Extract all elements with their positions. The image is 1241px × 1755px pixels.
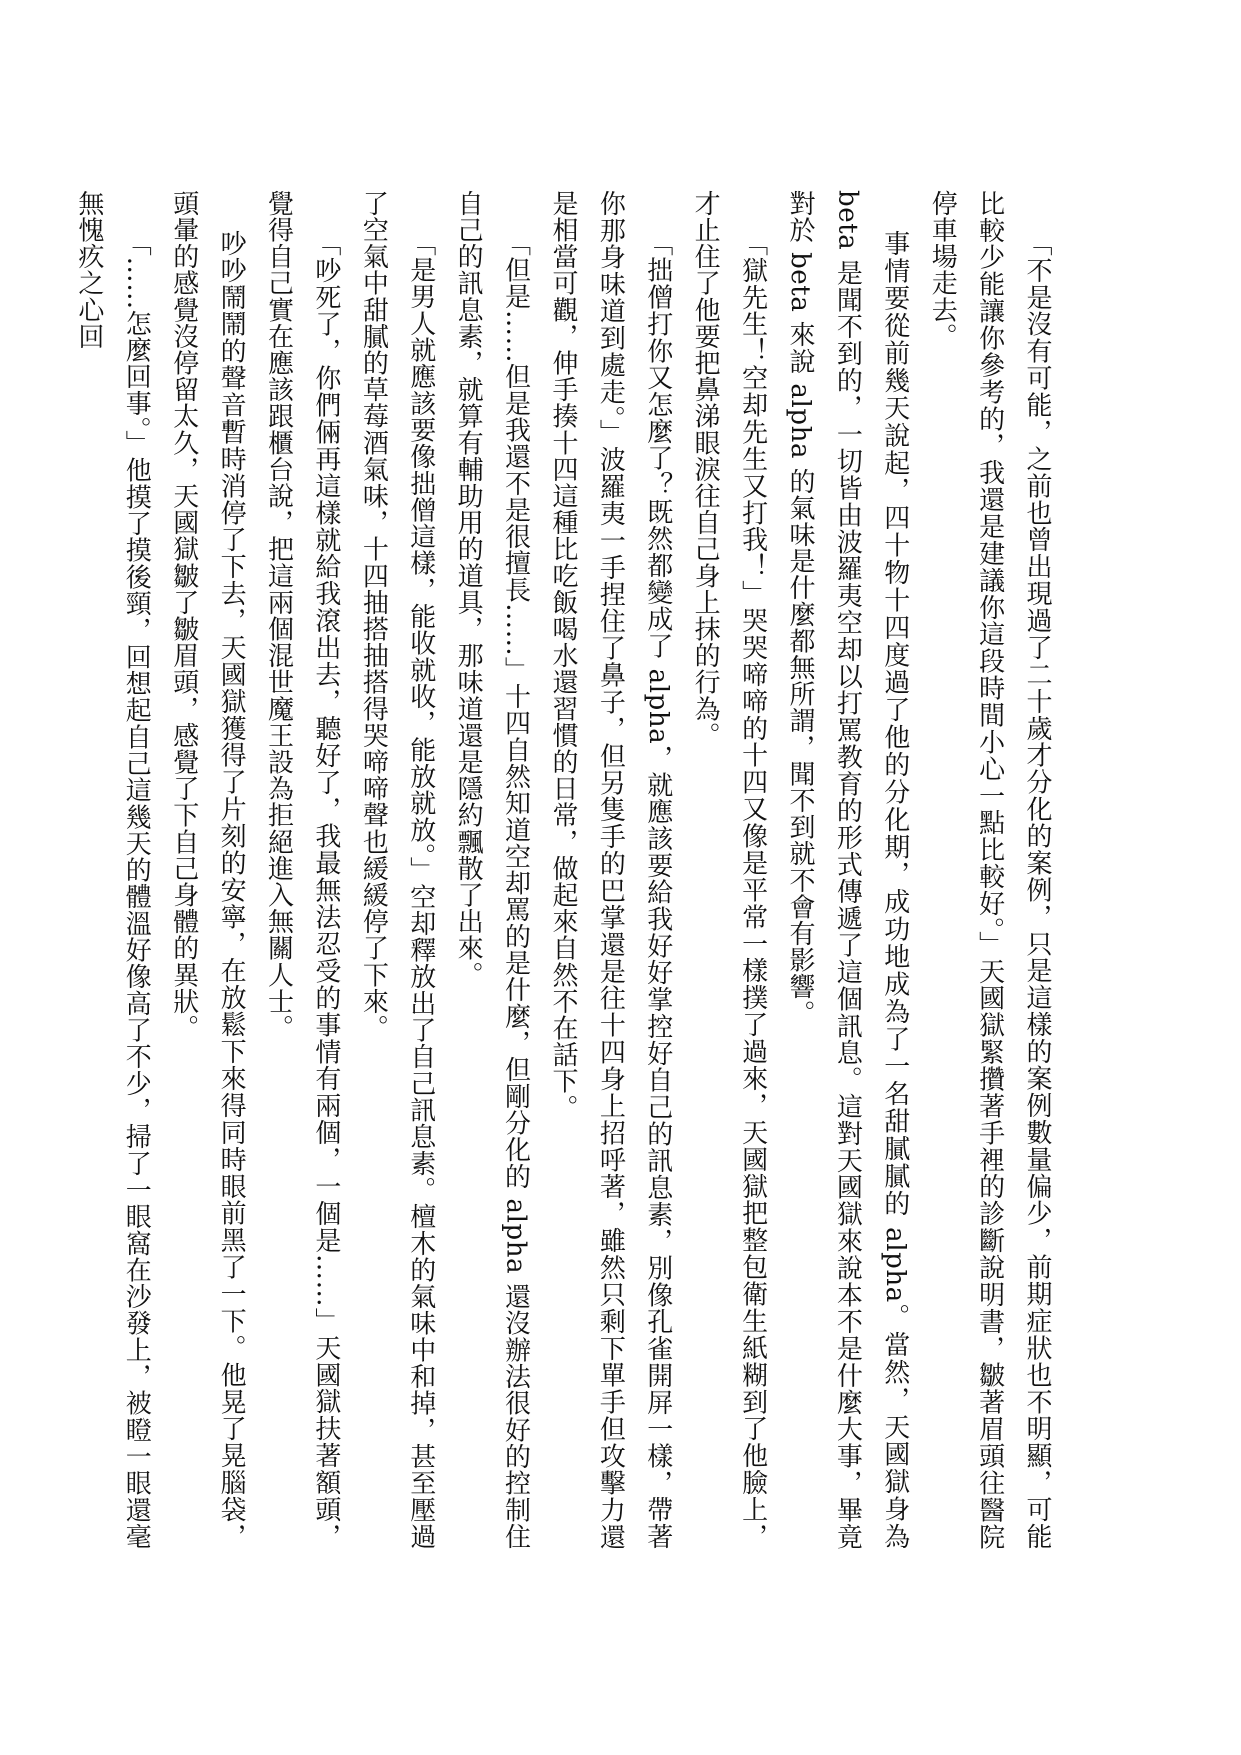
paragraph-5: 「但是……但是我還不是很擅長……」十四自然知道空却罵的是什麼，但剛分化的 alpha 還沒辦法很好的控制住自己的訊息素，就算有輔助用的道具，那味道還是隱約飄散了出來。 — [453, 190, 531, 1550]
vertical-text-body — [73, 190, 1060, 1550]
paragraph-4: 「拙僧打你又怎麼了？既然都變成了 alpha，就應該要給我好好掌控好自己的訊息素，別像孔雀開屏一樣，帶著你那身味道到處走。」波羅夷一手捏住了鼻子，但另隻手的巴掌還是往十四身上招呼著，雖然只剩下單手但攻擊力還是相當可觀，伸手揍十四這種比吃飯喝水還習慣的日常，做起來自然不在話下。 — [547, 190, 673, 1550]
paragraph-8: 吵吵鬧鬧的聲音暫時消停了下去，天國獄獲得了片刻的安寧，在放鬆下來得同時眼前黑了一下。他晃了晃腦袋，頭暈的感覺沒停留太久，天國獄皺了皺眉頭，感覺了下自己身體的異狀。 — [168, 190, 247, 1550]
paragraph-2: 事情要從前幾天說起，四十物十四度過了他的分化期，成功地成為了一名甜膩膩的 alpha。當然，天國獄身為 beta 是聞不到的，一切皆由波羅夷空却以打罵教育的形式傳遞了這個訊息。這對天國獄來說本不是什麼大事，畢竟對於 beta 來說 alpha 的氣味是什麼都無所謂，聞不到就不會有影響。 — [784, 190, 910, 1550]
paragraph-1: 「不是沒有可能，之前也曾出現過了二十歲才分化的案例，只是這樣的案例數量偏少，前期症狀也不明顯，可能比較少能讓你參考的，我還是建議你這段時間小心一點比較好。」天國獄緊攢著手裡的診斷說明書，皺著眉頭往醫院停車場走去。 — [927, 190, 1052, 1550]
paragraph-7: 「吵死了，你們倆再這樣就給我滾出去，聽好了，我最無法忍受的事情有兩個，一個是……」天國獄扶著額頭，覺得自己實在應該跟櫃台說，把這兩個混世魔王設為拒絕進入無關人士。 — [263, 190, 341, 1550]
paragraph-3: 「獄先生！空却先生又打我！」哭哭啼啼的十四又像是平常一樣撲了過來，天國獄把整包衛生紙糊到了他臉上，才止住了他要把鼻涕眼淚往自己身上抹的行為。 — [690, 190, 768, 1550]
paragraph-9: 「……怎麼回事。」他摸了摸後頸，回想起自己這幾天的體溫好像高了不少，掃了一眼窩在沙發上，被瞪一眼還毫無愧疚之心回 — [73, 190, 152, 1550]
paragraph-6: 「是男人就應該要像拙僧這樣，能收就收，能放就放。」空却釋放出了自己訊息素。檀木的氣味中和掉，甚至壓過了空氣中甜膩的草莓酒氣味，十四抽搭抽搭得哭啼啼聲也緩緩停了下來。 — [358, 190, 436, 1550]
